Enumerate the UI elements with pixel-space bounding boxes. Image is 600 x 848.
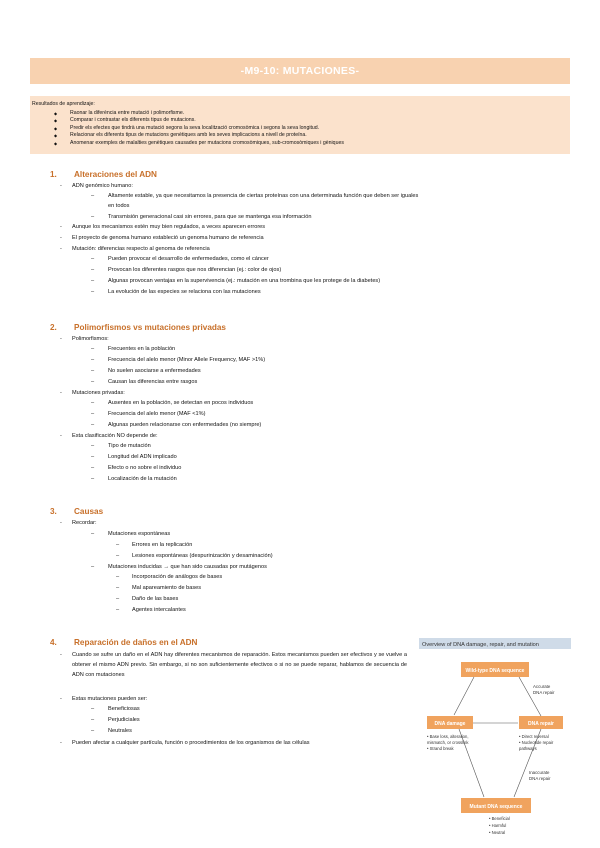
figure-header: Overview of DNA damage, repair, and mutation: [422, 642, 539, 648]
damage-detail-1: • Base loss, alteration,: [427, 734, 469, 739]
damage-detail-2: mismatch, or crosslink: [427, 740, 469, 745]
mutant-detail-2: • Harmful: [489, 823, 507, 828]
mutant-detail-3: • Neutral: [489, 830, 506, 835]
repair-detail-1: • Direct reversal: [519, 734, 549, 739]
list-item: ◆ Raonar la diferència entre mutació i polimorfisme.: [54, 110, 344, 117]
document-title: -M9-10: MUTACIONES-: [30, 58, 570, 84]
list-item-continued: en todos: [108, 203, 130, 209]
mutant-detail-1: • Beneficial: [489, 816, 510, 821]
accurate-label-1: Accurate: [533, 684, 551, 689]
wild-type-label: Wild-type DNA sequence: [465, 668, 525, 674]
list-item: ◆ Relacionar els diferents tipus de mutacions genètiques amb les seves implicacions a nivell de proteïna.: [54, 132, 344, 139]
damage-detail-3: • Strand break: [427, 746, 454, 751]
list-item: ◆ Predir els efectes que tindrà una mutació segons la seva localització cromosòmica i segons la seva longitud.: [54, 125, 344, 132]
outcomes-list: [54, 110, 344, 147]
list-item: ◆ Comparar i contrastar els diferents tipus de mutacions.: [54, 117, 344, 124]
arrow-to-damage: [454, 677, 474, 715]
dna-repair-label: DNA repair: [528, 721, 554, 727]
repair-detail-2: • Nucleotide repair: [519, 740, 554, 745]
outcomes-heading: Resultados de aprendizaje:: [32, 101, 95, 107]
repair-detail-3: pathways: [519, 746, 537, 751]
arrow-repair-to-wild: [519, 677, 541, 716]
dna-damage-repair-figure: [419, 638, 571, 838]
mutant-label: Mutant DNA sequence: [469, 804, 523, 810]
inaccurate-label-1: Inaccurate: [529, 770, 550, 775]
dna-damage-label: DNA damage: [434, 721, 466, 727]
learning-outcomes-box: [30, 96, 570, 154]
paragraph-repair-mechanisms: Cuando se sufre un daño en el ADN hay diferentes mecanismos de reparación. Estos mecanismos pueden ser efectivos y se vuelve a obtener el mismo ADN previo. Sin embargo, si no son suficientemente efectivos o si no se puede reparar, hablamos de secuencia de ADN con mutaciones: [72, 652, 407, 678]
list-item: ◆ Anomenar exemples de malalties genètiques causades per mutacions cromosòmiques, sub-cromosòmiques i gèniques: [54, 140, 344, 147]
accurate-label-2: DNA repair: [533, 690, 555, 695]
paragraph-effects: Pueden afectar a cualquier partícula, función o procedimientos de los organismos de las células: [72, 740, 310, 746]
inaccurate-label-2: DNA repair: [529, 776, 551, 781]
